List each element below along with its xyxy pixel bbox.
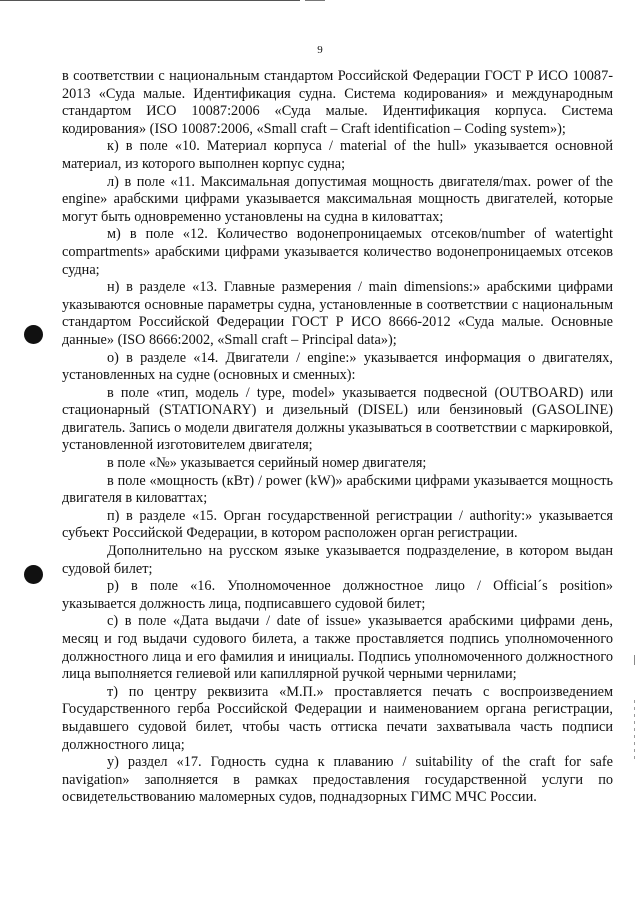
paragraph: п) в разделе «15. Орган государственной регистрации / authority:» указывается субъект Российской Федерации, в котором расположен орган регистрации. <box>62 507 613 542</box>
document-body <box>62 68 613 807</box>
paragraph: л) в поле «11. Максимальная допустимая мощность двигателя/max. power of the engine» арабскими цифрами указывается максимальная мощность двигателей, которые могут быть одновременно установлены на судна в киловаттах; <box>62 173 613 225</box>
paragraph: в поле «тип, модель / type, model» указывается подвесной (OUTBOARD) или стационарный (STATIONARY) и дизельный (DISEL) или бензиновый (GASOLINE) двигатель. Запись о модели двигателя должны указываться в соответствии с маркировкой, установленной изготовителем двигателя; <box>62 384 613 454</box>
scan-top-line-fragment <box>305 0 325 1</box>
paragraph: к) в поле «10. Материал корпуса / material of the hull» указывается основной материал, из которого выполнен корпус судна; <box>62 138 613 172</box>
scan-edge-mark <box>634 700 635 760</box>
paragraph: н) в разделе «13. Главные размерения / main dimensions:» арабскими цифрами указываются основные параметры судна, установленные в соответствии с национальным стандартом Российской Федерации ГОСТ Р ИСО 8666-2012 «Суда малые. Основные данные» (ISO 8666:2002, «Small craft – Principal data»); <box>62 279 613 348</box>
paragraph: м) в поле «12. Количество водонепроницаемых отсеков/number of watertight compartments» арабскими цифрами указывается количество водонепроницаемых отсеков судна; <box>62 226 613 278</box>
paragraph: о) в разделе «14. Двигатели / engine:» указывается информация о двигателях, установленных на судне (основных и сменных): <box>62 349 613 384</box>
paragraph: в поле «№» указывается серийный номер двигателя; <box>107 455 427 472</box>
paragraph: у) раздел «17. Годность судна к плаванию / suitability of the craft for safe navigation» заполняется в рамках предоставления государственной услуги по освидетельствованию маломерных судов, поднадзорных ГИМС МЧС России. <box>62 754 613 806</box>
paragraph: р) в поле «16. Уполномоченное должностное лицо / Official´s position» указывается должность лица, подписавшего судовой билет; <box>62 578 613 612</box>
punch-hole-mark <box>24 565 43 584</box>
paragraph: в соответствии с национальным стандартом Российской Федерации ГОСТ Р ИСО 10087-2013 «Суда малые. Идентификация судна. Система кодирования» и международным стандартом ИСО 10087:2006 «Суда малые. Идентификация корпуса. Система кодирования» (ISO 10087:2006, «Small craft – Craft identification – Coding system»); <box>62 68 613 137</box>
scan-edge-mark <box>634 655 635 665</box>
paragraph: Дополнительно на русском языке указывается подразделение, в котором выдан судовой билет; <box>62 543 613 577</box>
punch-hole-mark <box>24 325 43 344</box>
paragraph: т) по центру реквизита «М.П.» проставляется печать с воспроизведением Государственного герба Российской Федерации и наименованием органа регистрации, выдавшего судовой билет, чтобы часть оттиска печати захватывала часть подписи должностного лица; <box>62 683 613 753</box>
paragraph: с) в поле «Дата выдачи / date of issue» указывается арабскими цифрами день, месяц и год выдачи судового билета, а также проставляется подпись уполномоченного должностного лица и его фамилия и инициалы. Подпись уполномоченного должностного лица выполняется гелиевой или капиллярной ручкой черными чернилами; <box>62 613 613 683</box>
paragraph: в поле «мощность (кВт) / power (kW)» арабскими цифрами указывается мощность двигателя в киловаттах; <box>62 472 613 507</box>
scan-top-line <box>0 0 300 1</box>
page-number: 9 <box>317 44 323 56</box>
